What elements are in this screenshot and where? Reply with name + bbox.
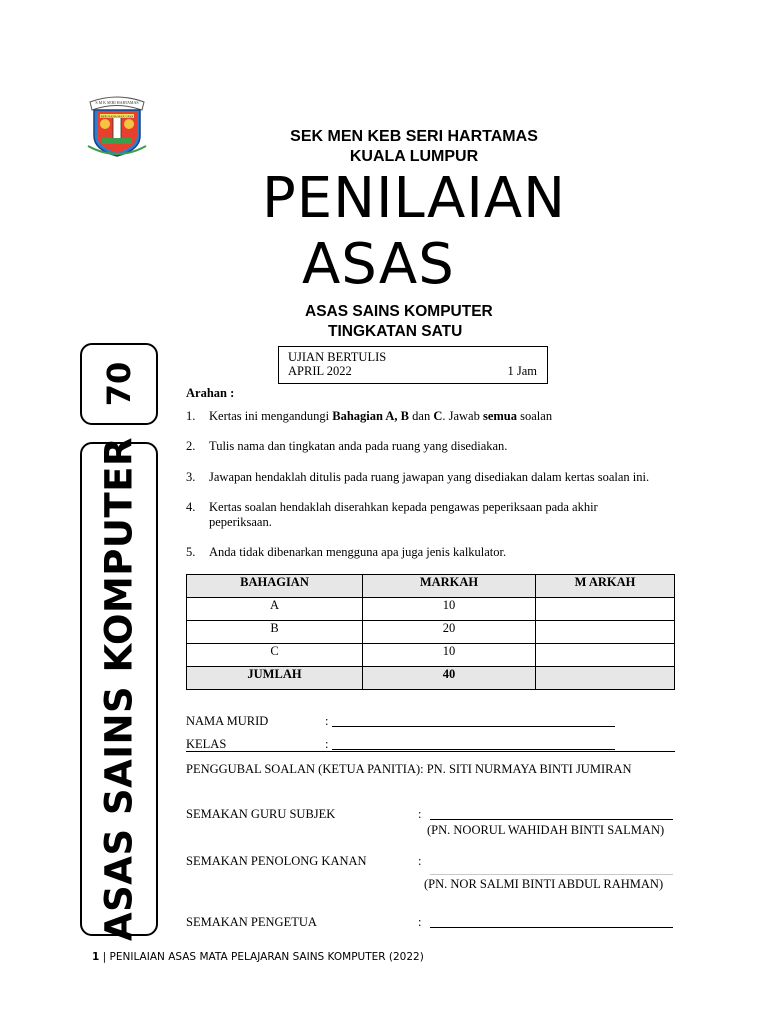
crest-banner-text: BERUSAHA MAJU JAYA <box>100 114 134 119</box>
principal-label: SEMAKAN PENGETUA <box>186 915 317 929</box>
page-number: 1 <box>92 951 100 963</box>
exam-type: UJIAN BERTULIS <box>288 350 387 364</box>
class-field[interactable] <box>332 749 615 750</box>
principal-signature[interactable] <box>430 927 673 928</box>
header-markah-2: M ARKAH <box>536 575 675 598</box>
subject-title: ASAS SAINS KOMPUTER <box>305 303 493 320</box>
marks-cell: 10 <box>363 598 536 621</box>
title-line-1: PENILAIAN <box>262 166 567 231</box>
instruction-item <box>186 545 666 561</box>
name-colon: : <box>325 714 329 728</box>
table-row <box>187 598 675 621</box>
footer-text: PENILAIAN ASAS MATA PELAJARAN SAINS KOMPUTER (2022) <box>109 951 424 963</box>
section-cell: B <box>187 621 363 644</box>
vp-signature[interactable] <box>430 874 673 875</box>
marks-table <box>186 574 675 690</box>
footer-separator: | <box>102 951 107 963</box>
instructions-heading: Arahan : <box>186 386 235 400</box>
exam-date: APRIL 2022 <box>288 364 352 378</box>
principal-colon: : <box>418 915 422 929</box>
section-cell: A <box>187 598 363 621</box>
header-bahagian: BAHAGIAN <box>187 575 363 598</box>
teacher-colon: : <box>418 807 422 821</box>
crest-ribbon-text: S M K SERI HARTAMAS <box>95 100 139 105</box>
instruction-number: 2. <box>186 439 196 453</box>
total-score-cell[interactable] <box>536 667 675 690</box>
total-marks-box <box>80 343 158 425</box>
instruction-item <box>186 500 666 532</box>
section-divider <box>186 751 675 752</box>
total-marks-cell: 40 <box>363 667 536 690</box>
student-name-field[interactable] <box>332 726 615 727</box>
table-total-row <box>187 667 675 690</box>
class-colon: : <box>325 737 329 751</box>
instruction-number: 1. <box>186 409 196 423</box>
total-marks: 70 <box>100 361 138 407</box>
student-name-label: NAMA MURID <box>186 714 269 728</box>
instruction-item <box>186 409 666 425</box>
total-label: JUMLAH <box>187 667 363 690</box>
form-title: TINGKATAN SATU <box>328 323 463 340</box>
subject-side-box <box>80 437 158 941</box>
school-city: KUALA LUMPUR <box>349 148 479 165</box>
exam-info-box <box>278 346 548 384</box>
instruction-item <box>186 439 666 455</box>
school-crest-icon <box>80 88 154 162</box>
header-markah: MARKAH <box>363 575 536 598</box>
instruction-text: Tulis nama dan tingkatan anda pada ruang yang disediakan. <box>209 439 508 453</box>
subject-side-label: ASAS SAINS KOMPUTER <box>97 437 141 941</box>
table-header-row <box>187 575 675 598</box>
subject-teacher-signature[interactable] <box>430 819 673 820</box>
exam-duration: 1 Jam <box>507 364 537 378</box>
instruction-text: Jawapan hendaklah ditulis pada ruang jawapan yang disediakan dalam kertas soalan ini. <box>209 470 650 484</box>
subject-teacher-label: SEMAKAN GURU SUBJEK <box>186 807 336 821</box>
instruction-text: Kertas soalan hendaklah diserahkan kepada pengawas peperiksaan pada akhir peperiksaan. <box>209 500 598 529</box>
vp-name: (PN. NOR SALMI BINTI ABDUL RAHMAN) <box>424 877 664 891</box>
school-name: SEK MEN KEB SERI HARTAMAS <box>290 128 538 145</box>
title-line-2: ASAS <box>302 232 455 297</box>
vp-label: SEMAKAN PENOLONG KANAN <box>186 854 367 868</box>
table-row <box>187 644 675 667</box>
vp-colon: : <box>418 854 422 868</box>
score-cell[interactable] <box>536 598 675 621</box>
marks-cell: 10 <box>363 644 536 667</box>
instruction-text: Kertas ini mengandungi Bahagian A, B dan C. Jawab semua soalan <box>209 409 553 423</box>
instruction-text: Anda tidak dibenarkan mengguna apa juga jenis kalkulator. <box>209 545 507 559</box>
table-row <box>187 621 675 644</box>
marks-cell: 20 <box>363 621 536 644</box>
section-cell: C <box>187 644 363 667</box>
score-cell[interactable] <box>536 621 675 644</box>
instruction-item <box>186 470 666 486</box>
subject-teacher-name: (PN. NOORUL WAHIDAH BINTI SALMAN) <box>427 823 665 837</box>
class-label: KELAS <box>186 737 227 751</box>
page-footer <box>92 951 424 963</box>
instruction-number: 5. <box>186 545 196 559</box>
score-cell[interactable] <box>536 644 675 667</box>
question-setter: PENGGUBAL SOALAN (KETUA PANITIA): PN. SITI NURMAYA BINTI JUMIRAN <box>186 762 632 776</box>
instruction-number: 3. <box>186 470 196 484</box>
instruction-number: 4. <box>186 500 196 514</box>
